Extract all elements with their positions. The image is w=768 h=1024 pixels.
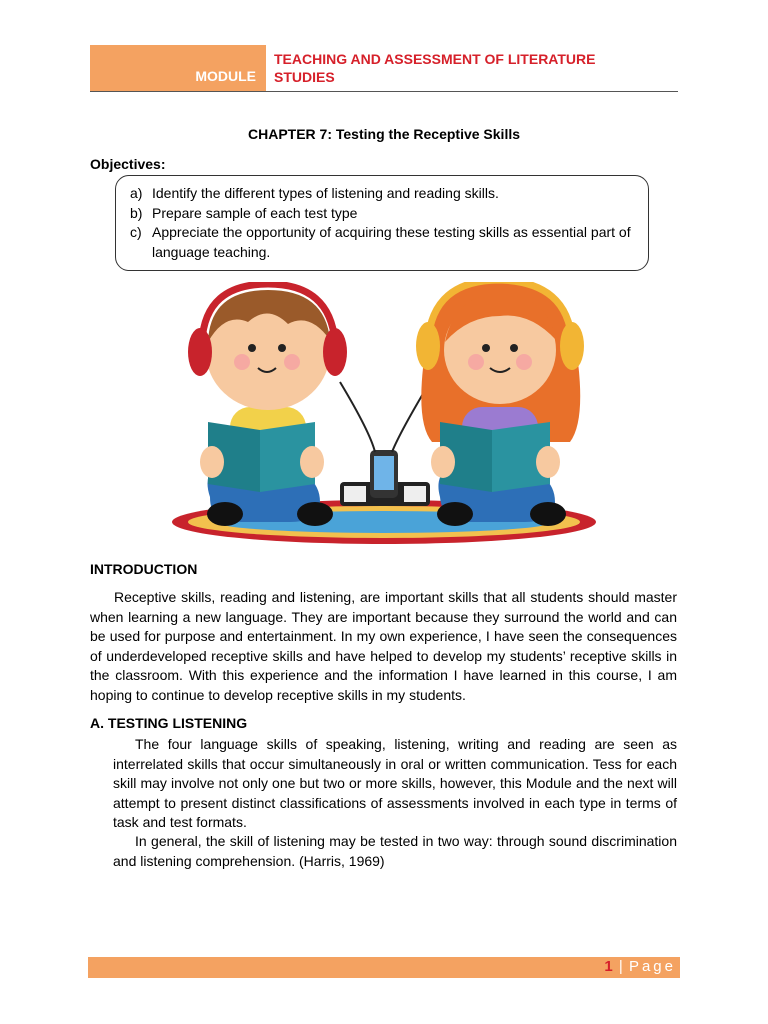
introduction-heading: INTRODUCTION: [90, 561, 198, 577]
objectives-heading: Objectives:: [90, 156, 166, 172]
page-word: Page: [628, 958, 676, 975]
module-header-box: [90, 45, 266, 91]
testing-listening-paragraph-1: The four language skills of speaking, listening, writing and reading are seen as interrelated skills that occur simultaneously in oral or written communication. Tess for each skill may involve not only one but two or more skills, however, this Module and the next will attempt to present distinct classifications of assessments involved in each type in terms of task and test formats.: [113, 736, 677, 830]
objective-item: [130, 204, 635, 224]
objective-marker: b): [130, 204, 143, 221]
objective-marker: a): [130, 185, 143, 201]
header-divider: [90, 91, 678, 92]
objective-text: Prepare sample of each test type: [152, 204, 358, 221]
girl-figure: [416, 282, 584, 526]
page-number: 1: [604, 958, 614, 975]
page-number-label: [604, 958, 676, 975]
objective-text: Appreciate the opportunity of acquiring these testing skills as essential part of language teaching.: [152, 224, 631, 260]
objectives-list: [130, 184, 635, 262]
module-title: TEACHING AND ASSESSMENT OF LITERATURE STUDIES: [274, 51, 596, 85]
music-player-dock: [340, 382, 430, 506]
testing-listening-heading: A. TESTING LISTENING: [90, 715, 248, 731]
boy-figure: [188, 284, 347, 526]
testing-listening-paragraph-2: In general, the skill of listening may be tested in two way: through sound discrimination and listening comprehension. (Harris, 1969): [113, 833, 677, 869]
objective-item: [130, 184, 635, 204]
module-label: MODULE: [195, 68, 256, 84]
introduction-paragraph: Receptive skills, reading and listening, are important skills that all students should master when learning a new language. They are important because they surround the world and can be used for purpose and entertainment. In my own experience, I have seen the consequences of underdeveloped receptive skills and have helped to develop my students’ receptive skills in the classroom. With this experience and the information I have learned in this course, I am hoping to continue to develop receptive skills in my students.: [90, 589, 677, 703]
page-footer: [88, 957, 680, 978]
children-reading-illustration: [170, 282, 598, 544]
page-separator: |: [618, 958, 624, 975]
chapter-title: CHAPTER 7: Testing the Receptive Skills: [247, 126, 521, 142]
objective-item: [130, 223, 635, 262]
objective-text: Identify the different types of listening and reading skills.: [152, 185, 499, 201]
objective-marker: c): [130, 224, 142, 240]
objectives-box: [115, 175, 649, 271]
